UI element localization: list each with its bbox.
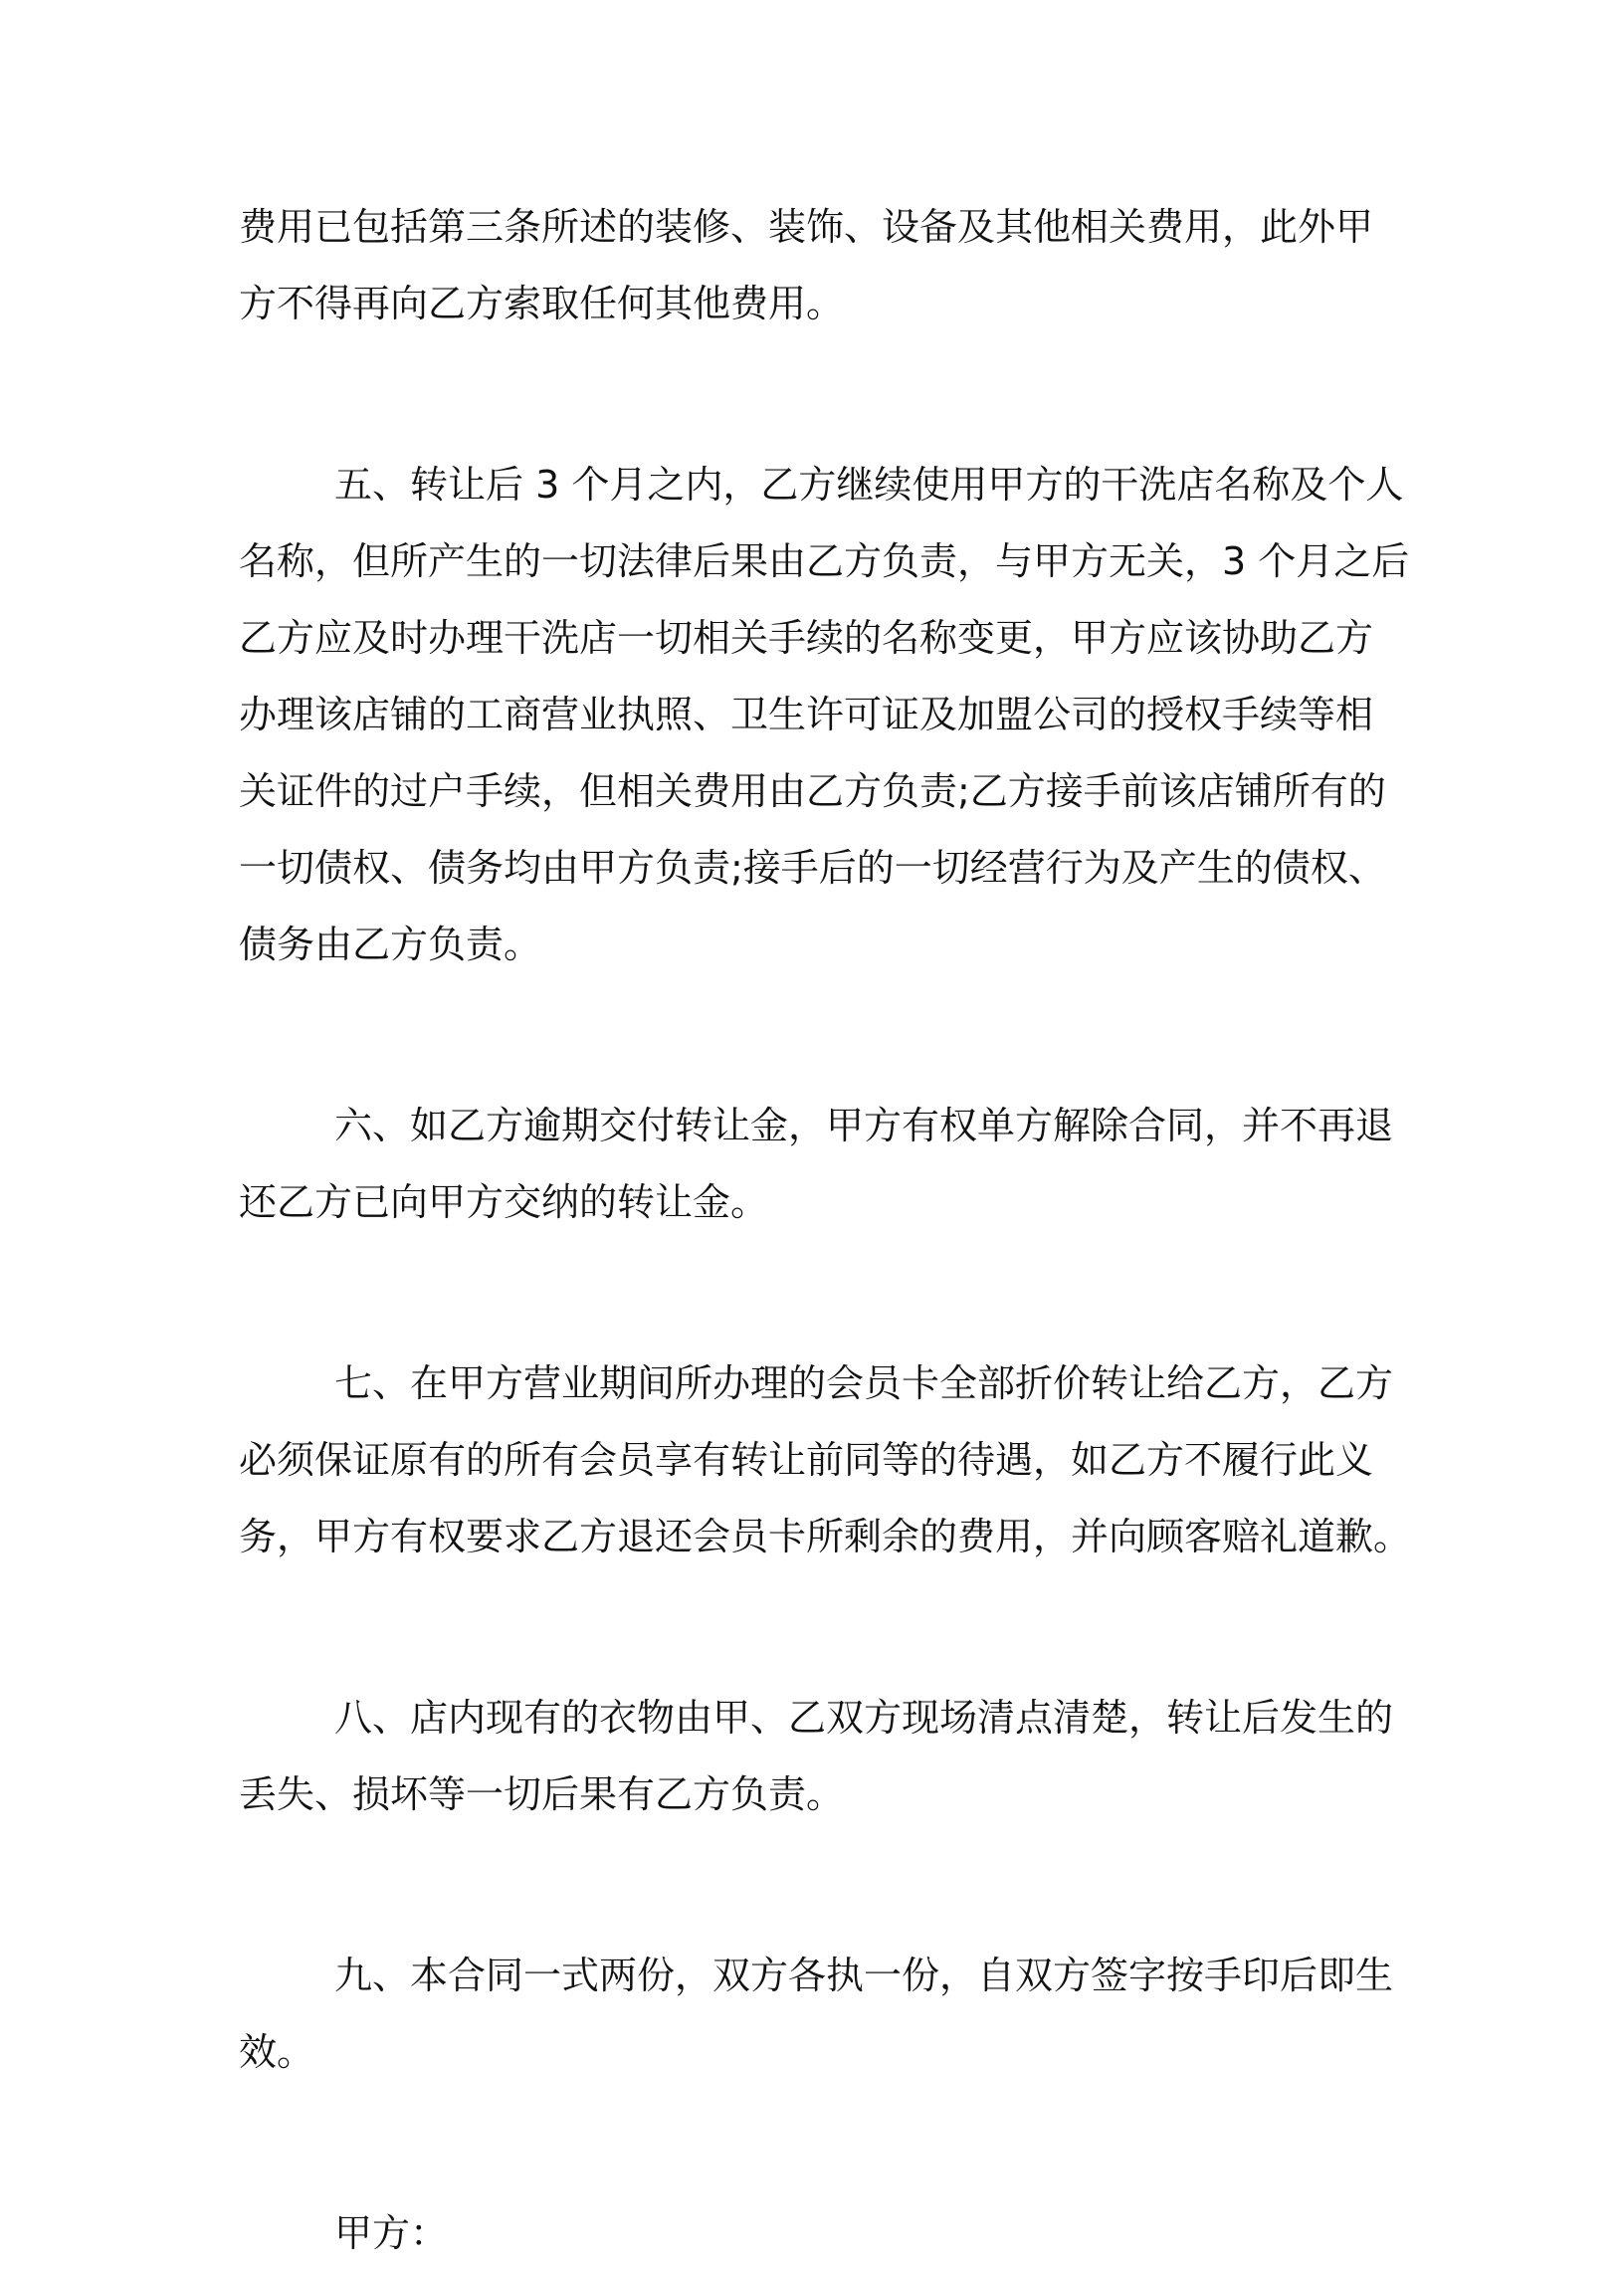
- text-line: 六、如乙方逾期交付转让金，甲方有权单方解除合同，并不再退: [334, 1104, 1394, 1147]
- text-line: 债务由乙方负责。: [239, 923, 542, 966]
- paragraph-gap: [239, 983, 1383, 1088]
- paragraph-clause-7: [239, 1345, 1412, 1575]
- paragraph-clause-4-continued: [239, 189, 1383, 342]
- text-line: 五、转让后 3 个月之内，乙方继续使用甲方的干洗店名称及个人: [334, 463, 1404, 507]
- text-line: 必须保证原有的所有会员享有转让前同等的待遇，如乙方不履行此义: [239, 1438, 1374, 1482]
- text-line: 八、店内现有的衣物由甲、乙双方现场清点清楚，转让后发生的: [334, 1696, 1394, 1740]
- signature-party-a: [239, 2195, 1383, 2272]
- text-line: 九、本合同一式两份，双方各执一份，自双方签字按手印后即生: [334, 1954, 1394, 1997]
- text-line: 办理该店铺的工商营业执照、卫生许可证及加盟公司的授权手续等相: [239, 693, 1374, 736]
- text-line: 名称，但所产生的一切法律后果由乙方负责，与甲方无关，3 个月之后: [239, 539, 1410, 583]
- paragraph-gap: [239, 2091, 1383, 2195]
- text-line: 方不得再向乙方索取任何其他费用。: [239, 282, 845, 325]
- party-a-label: 甲方：: [334, 2211, 449, 2255]
- text-line: 乙方应及时办理干洗店一切相关手续的名称变更，甲方应该协助乙方: [239, 616, 1374, 660]
- text-line: 还乙方已向甲方交纳的转让金。: [239, 1180, 769, 1224]
- text-line: 费用已包括第三条所述的装修、装饰、设备及其他相关费用，此外甲: [239, 205, 1374, 249]
- paragraph-gap: [239, 1241, 1383, 1345]
- paragraph-gap: [239, 342, 1383, 447]
- paragraph-clause-8: [239, 1680, 1394, 1833]
- text-line: 丢失、损坏等一切后果有乙方负责。: [239, 1772, 845, 1816]
- text-line: 一切债权、债务均由甲方负责;接手后的一切经营行为及产生的债权、: [239, 846, 1386, 890]
- text-line: 效。: [239, 2030, 315, 2074]
- text-line: 七、在甲方营业期间所办理的会员卡全部折价转让给乙方，乙方: [334, 1361, 1394, 1405]
- paragraph-gap: [239, 1833, 1383, 1938]
- contract-body: [239, 189, 1412, 2272]
- text-line: 关证件的过户手续，但相关费用由乙方负责;乙方接手前该店铺所有的: [239, 769, 1386, 813]
- paragraph-clause-5: [239, 447, 1410, 983]
- text-line: 务，甲方有权要求乙方退还会员卡所剩余的费用，并向顾客赔礼道歉。: [239, 1515, 1412, 1558]
- paragraph-clause-6: [239, 1088, 1394, 1241]
- paragraph-gap: [239, 1575, 1383, 1680]
- paragraph-clause-9: [239, 1938, 1394, 2091]
